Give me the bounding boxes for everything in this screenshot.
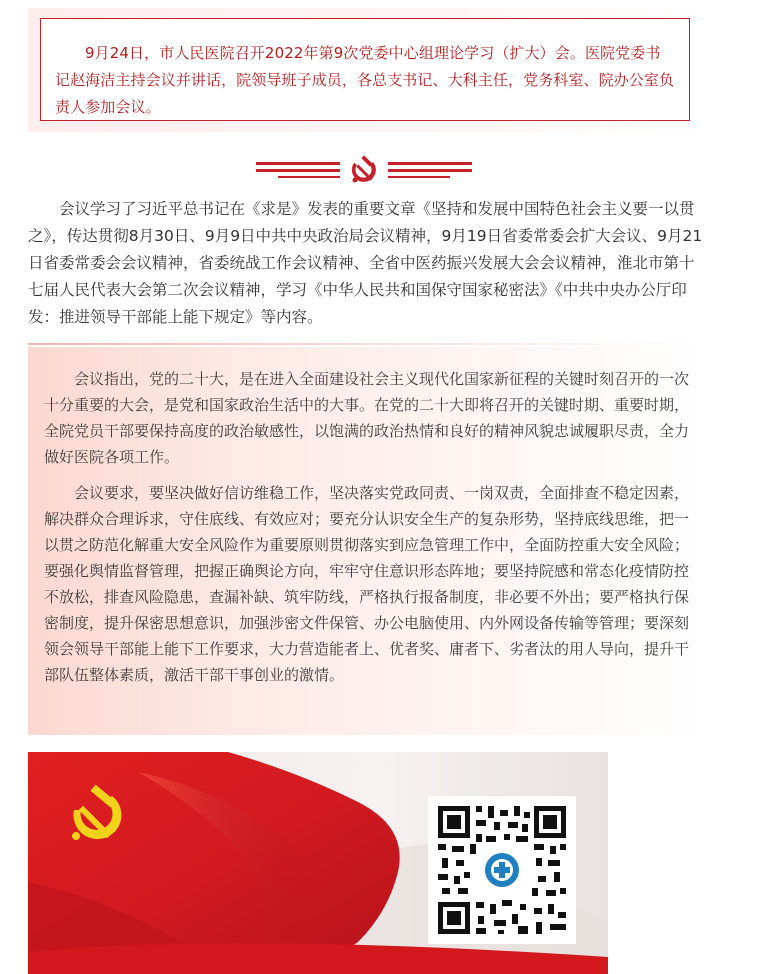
study-paragraph: 会议学习了习近平总书记在《求是》发表的重要文章《坚持和发展中国特色社会主义要一以贯之》，传达贯彻8月30日、9月9日中共中央政治局会议精神，9月19日省委常委会扩大会议、9月21日省委常委会会议精神，省委统战工作会议精神、全省中医药振兴发展大会会议精神，淮北市第十七届人民代表大会第二次会议精神，学习《中华人民共和国保守国家秘密法》《中共中央办公厅印发：推进领导干部能上能下规定》等内容。 [28, 200, 703, 326]
section-divider [256, 152, 472, 192]
meeting-point-paragraph: 会议指出，党的二十大，是在进入全面建设社会主义现代化国家新征程的关键时刻召开的一次十分重要的大会，是党和国家政治生活中的大事。在党的二十大即将召开的关键时期、重要时期，全院党员干部要保持高度的政治敏感性，以饱满的政治热情和良好的精神风貌忠诚履职尽责，全力做好医院各项工作。 [44, 370, 690, 466]
qr-code-image [428, 796, 576, 944]
pink-box-top-rule [28, 343, 704, 345]
hospital-logo-icon [482, 850, 522, 890]
intro-frame [40, 18, 690, 121]
divider-right-lines [388, 162, 472, 178]
section-study-content [28, 196, 708, 331]
intro-text: 9月24日，市人民医院召开2022年第9次党委中心组理论学习（扩大）会。医院党委书记赵海洁主持会议并讲话，院领导班子成员，各总支书记、大科主任，党务科室、院办公室负责人参加会议。 [55, 44, 675, 116]
intro-box [28, 8, 704, 132]
meeting-requirement-paragraph: 会议要求，要坚决做好信访维稳工作，坚决落实党政同责、一岗双责，全面排查不稳定因素，解决群众合理诉求，守住底线、有效应对；要充分认识安全生产的复杂形势，坚持底线思维，把一以贯之防范化解重大安全风险作为重要原则贯彻落实到应急管理工作中，全面防控重大安全风险；要强化舆情监督管理，把握正确舆论方向，牢牢守住意识形态阵地；要坚持院感和常态化疫情防控不放松，排查风险隐患，查漏补缺、筑牢防线，严格执行报备制度，非必要不外出；要严格执行保密制度，提升保密思想意识，加强涉密文件保管、办公电脑使用、内外网设备传输等管理；要深刻领会领导干部能上能下工作要求，大力营造能者上、优者奖、庸者下、劣者汰的用人导向，提升干部队伍整体素质，激活干部干事创业的激情。 [44, 484, 690, 684]
meeting-points-box [28, 347, 704, 735]
hammer-sickle-icon [352, 155, 376, 182]
divider-left-lines [256, 162, 340, 178]
